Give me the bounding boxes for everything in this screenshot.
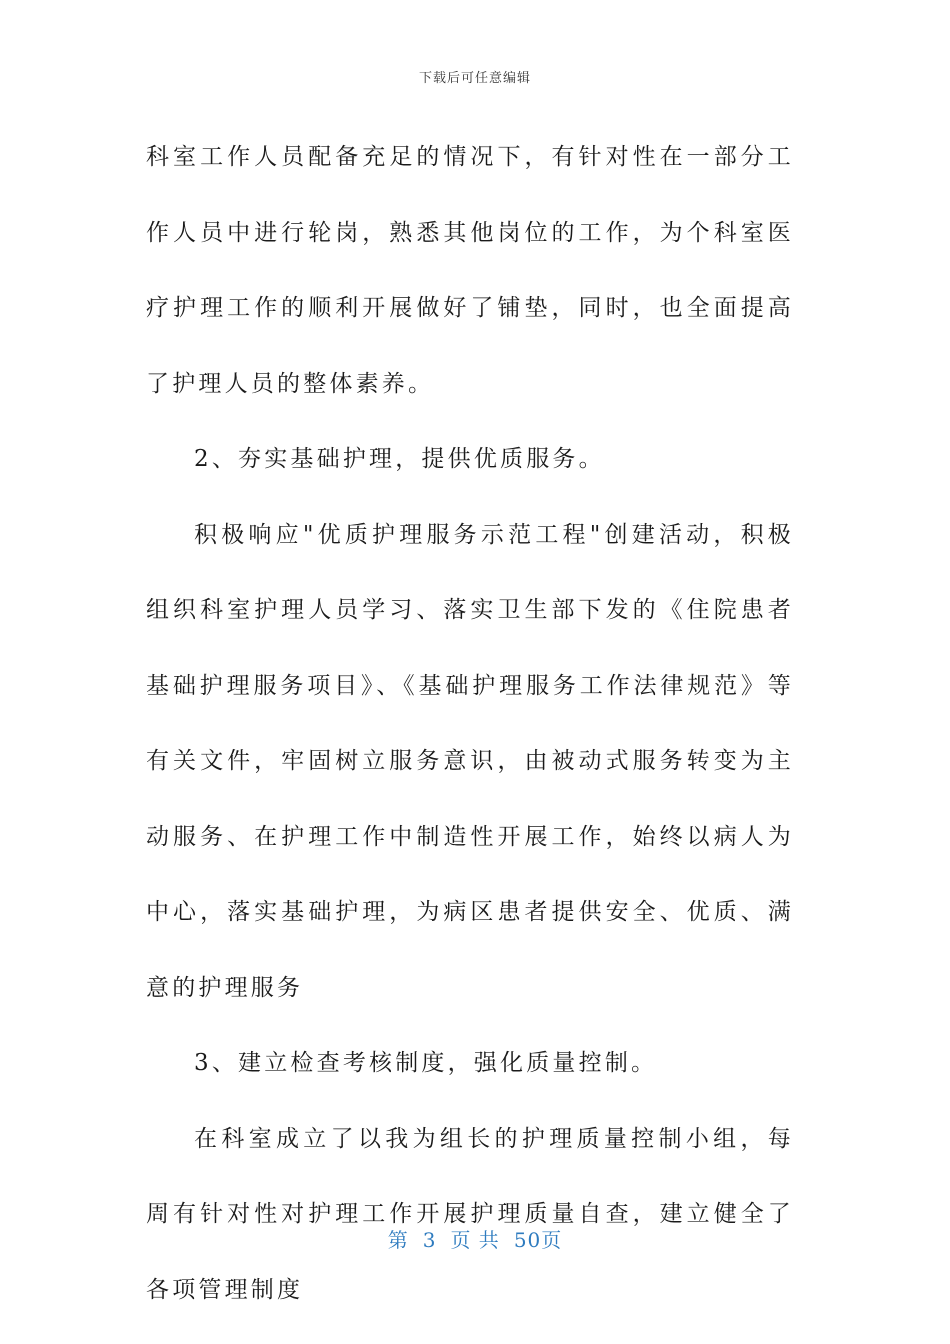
footer-total-pages: 50 <box>513 1228 542 1252</box>
footer-prefix: 第 <box>387 1228 409 1252</box>
paragraph-2-heading: 2、夯实基础护理，提供优质服务。 <box>194 446 605 472</box>
paragraph-3: 积极响应"优质护理服务示范工程"创建活动，积极组织科室护理人员学习、落实卫生部下发的《住院患者基础护理服务项目》、《基础护理服务工作法律规范》等有关文件，牢固树立服务意识，由被动式服务转变为主动服务、在护理工作中制造性开展工作，始终以病人为中心，落实基础护理，为病区患者提供安全、优质、满意的护理服务 <box>146 521 794 1001</box>
paragraph-1: 科室工作人员配备充足的情况下，有针对性在一部分工作人员中进行轮岗，熟悉其他岗位的工作，为个科室医疗护理工作的顺利开展做好了铺垫，同时，也全面提高了护理人员的整体素养。 <box>146 144 794 397</box>
footer-suffix: 页 <box>541 1228 563 1252</box>
paragraph-4-heading: 3、建立检查考核制度，强化质量控制。 <box>194 1050 658 1076</box>
footer-middle: 页 共 <box>450 1228 500 1252</box>
page-footer <box>0 1224 950 1253</box>
footer-current-page: 3 <box>422 1228 437 1252</box>
document-body <box>146 120 794 1328</box>
header-note: 下载后可任意编辑 <box>418 71 531 86</box>
paragraph-5: 在科室成立了以我为组长的护理质量控制小组，每周有针对性对护理工作开展护理质量自查，建立健全了各项管理制度 <box>146 1125 794 1303</box>
